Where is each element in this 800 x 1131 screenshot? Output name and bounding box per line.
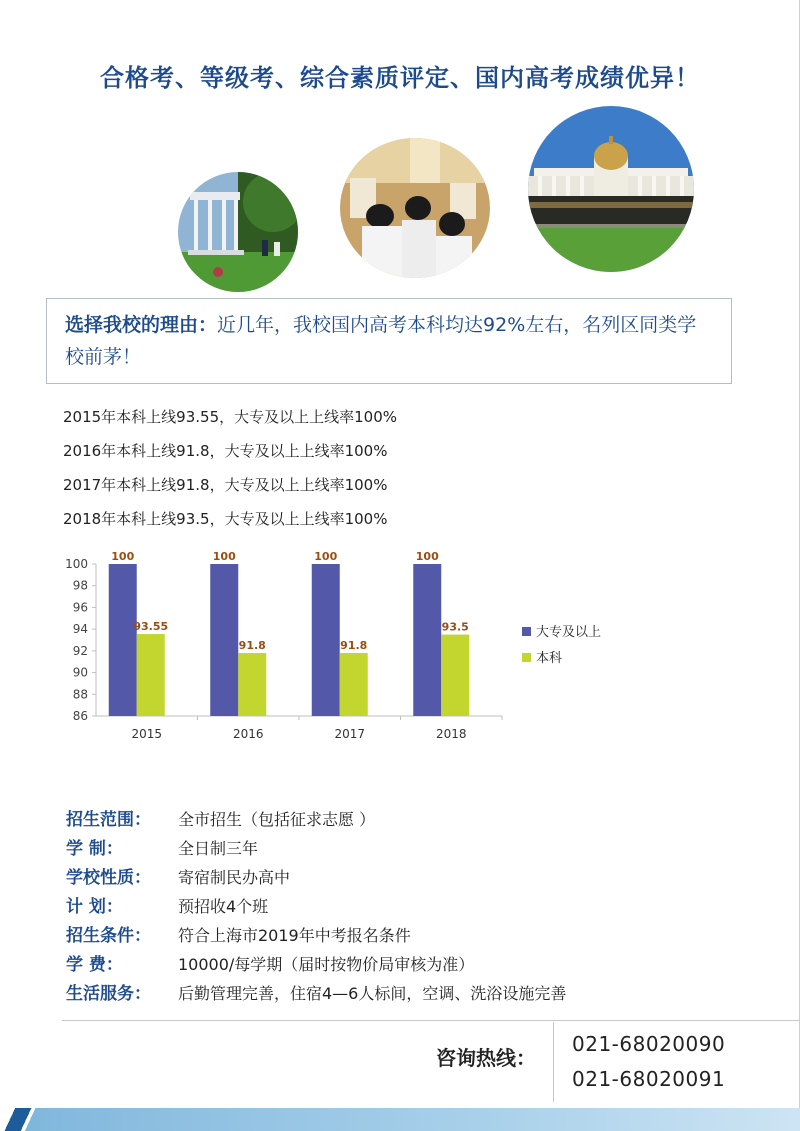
info-key: 生活服务： [66, 984, 151, 1004]
chart-data-label: 100 [111, 550, 135, 563]
chart-legend-swatch [522, 627, 531, 636]
info-value: 10000/每学期（届时按物价局审核为准） [178, 955, 475, 974]
info-key: 学 费： [66, 955, 123, 975]
footer-band [0, 1108, 800, 1131]
chart-y-tick-label: 96 [72, 600, 88, 615]
hotline-label: 咨询热线： [436, 1046, 536, 1070]
chart-bar [137, 634, 165, 716]
campus-photo-art-class [340, 138, 490, 278]
stat-line: 2016年本科上线91.8，大专及以上上线率100% [63, 442, 388, 460]
info-value: 预招收4个班 [178, 897, 269, 916]
stat-line: 2015年本科上线93.55，大专及以上上线率100% [63, 408, 398, 426]
chart-y-tick-label: 100 [65, 557, 88, 571]
stat-line: 2018年本科上线93.5，大专及以上上线率100% [63, 510, 388, 528]
chart-y-tick-label: 86 [72, 709, 88, 723]
chart-y-tick-label: 88 [72, 687, 88, 702]
hotline-phone[interactable]: 021-68020091 [572, 1067, 726, 1091]
info-value: 全日制三年 [178, 839, 259, 858]
chart-x-tick-label: 2018 [435, 727, 467, 741]
chart-x-tick-label: 2017 [334, 727, 366, 741]
hotline-phone[interactable]: 021-68020090 [572, 1032, 726, 1056]
footer-stripe [0, 1108, 40, 1131]
info-key: 计 划： [66, 897, 123, 917]
chart-bar [340, 653, 368, 716]
info-row-nature [66, 863, 566, 892]
chart-legend-label: 大专及以上 [536, 625, 602, 640]
chart-legend-swatch [522, 653, 531, 662]
info-row-conditions [66, 921, 566, 950]
info-key: 学 制： [66, 839, 123, 859]
reason-label: 选择我校的理由： [65, 314, 218, 336]
info-key: 学校性质： [66, 868, 151, 888]
chart-data-label: 93.55 [133, 620, 169, 634]
chart-bar [210, 564, 238, 716]
chart-y-tick-label: 90 [72, 665, 88, 680]
chart-y-tick-label: 92 [72, 643, 88, 658]
reason-text: 近几年，我校国内高考本科均达92%左右，名列区同类学校前茅！ [65, 314, 697, 368]
reason-box [46, 298, 732, 384]
chart-bar [441, 635, 469, 716]
admission-info [66, 805, 566, 1008]
chart-data-label: 91.8 [340, 639, 368, 653]
chart-x-tick-label: 2015 [131, 727, 163, 741]
admission-rate-chart [40, 540, 640, 750]
info-value: 符合上海市2019年中考报名条件 [178, 926, 411, 945]
info-value: 全市招生（包括征求志愿 ） [178, 810, 376, 829]
info-key: 招生范围： [66, 810, 151, 830]
info-row-services [66, 979, 566, 1008]
info-value: 后勤管理完善，住宿4—6人标间，空调、洗浴设施完善 [178, 984, 567, 1003]
chart-data-label: 100 [415, 550, 439, 563]
chart-data-label: 100 [212, 550, 236, 563]
chart-data-label: 100 [314, 550, 338, 563]
campus-photo-gazebo [178, 172, 298, 292]
chart-bar [109, 564, 137, 716]
info-value: 寄宿制民办高中 [178, 868, 291, 887]
chart-bar [312, 564, 340, 716]
divider-vertical [553, 1022, 554, 1102]
info-key: 招生条件： [66, 926, 151, 946]
divider-horizontal [62, 1020, 800, 1021]
info-row-scope [66, 805, 566, 834]
stat-line: 2017年本科上线91.8，大专及以上上线率100% [63, 476, 388, 494]
info-row-tuition [66, 950, 566, 979]
admission-stats [63, 400, 397, 536]
campus-photo-group [528, 106, 694, 272]
chart-bar [238, 653, 266, 716]
chart-data-label: 93.5 [441, 620, 469, 634]
chart-data-label: 91.8 [238, 639, 266, 653]
chart-y-tick-label: 94 [72, 622, 88, 637]
chart-legend-label: 本科 [536, 651, 563, 666]
chart-y-tick-label: 98 [72, 578, 88, 593]
info-row-plan [66, 892, 566, 921]
headline: 合格考、等级考、综合素质评定、国内高考成绩优异！ [100, 64, 700, 92]
info-row-system [66, 834, 566, 863]
chart-bar [413, 564, 441, 716]
chart-x-tick-label: 2016 [232, 727, 264, 741]
